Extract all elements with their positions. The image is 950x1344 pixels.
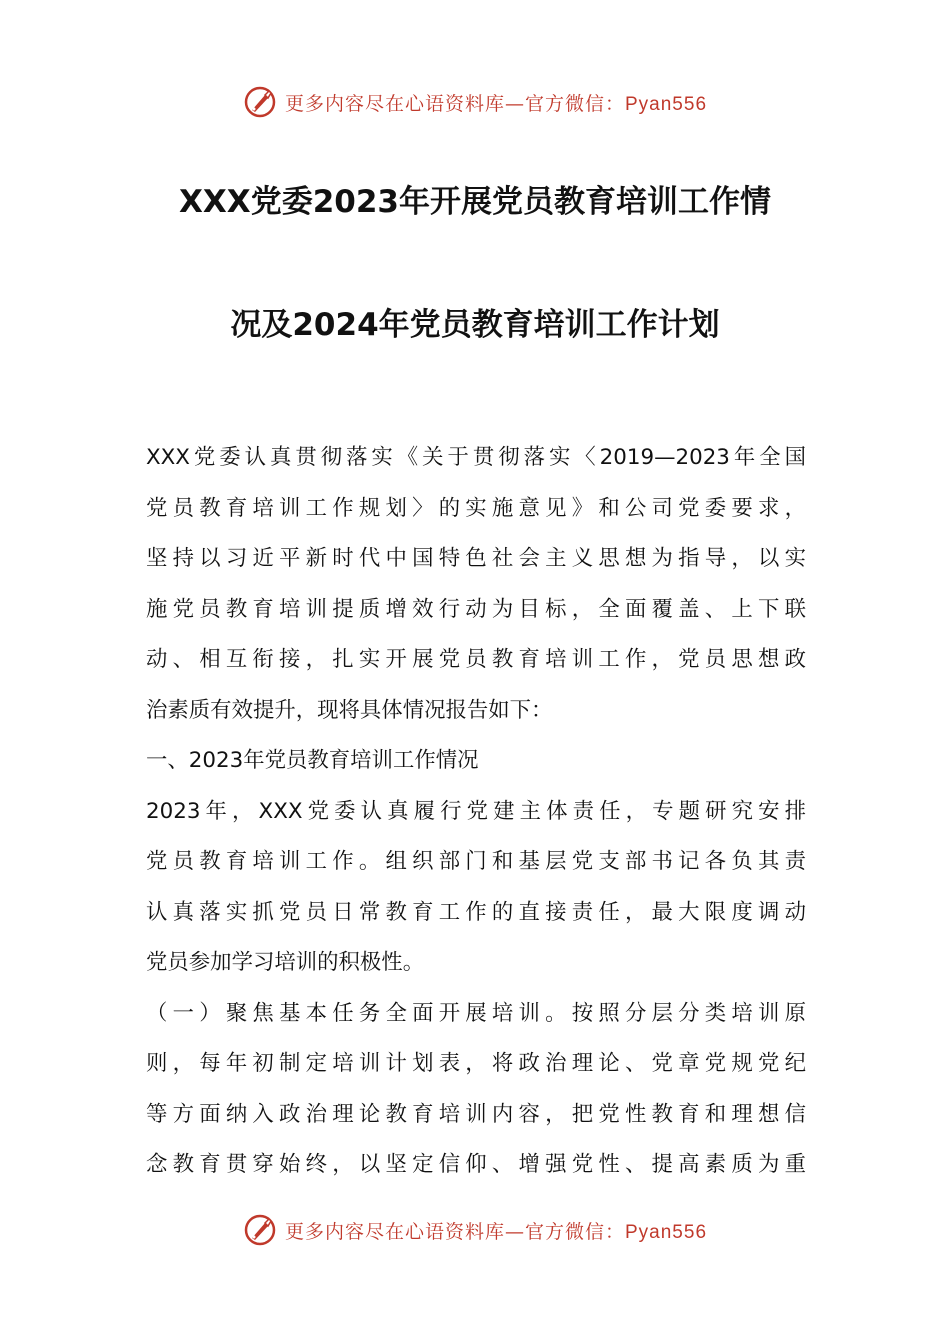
body-line: 党员参加学习培训的积极性。	[146, 950, 425, 975]
banner-text	[285, 89, 707, 116]
banner-separator: —	[504, 92, 525, 115]
pen-nib-icon	[243, 85, 277, 119]
section-heading: 一、2023年党员教育培训工作情况	[146, 748, 479, 773]
body-line: 坚持以习近平新时代中国特色社会主义思想为指导，以实	[146, 546, 806, 571]
body-line: 2023年，XXX党委认真履行党建主体责任，专题研究安排	[146, 798, 806, 824]
document-body	[146, 433, 806, 1191]
body-line: 则，每年初制定培训计划表，将政治理论、党章党规党纪	[146, 1051, 806, 1076]
pen-nib-icon	[243, 1213, 277, 1247]
document-title-line-1: XXX党委2023年开展党员教育培训工作情	[179, 184, 771, 220]
body-line: 施党员教育培训提质增效行动为目标，全面覆盖、上下联	[146, 596, 806, 622]
body-line: XXX党委认真贯彻落实《关于贯彻落实〈2019—2023年全国	[146, 445, 806, 470]
banner-wechat-handle: Pyan556	[625, 93, 708, 115]
body-line: 治素质有效提升，现将具体情况报告如下：	[146, 697, 553, 723]
banner-text	[285, 1217, 707, 1244]
banner-wechat-handle: Pyan556	[625, 1221, 708, 1243]
body-line: 党员教育培训工作。组织部门和基层党支部书记各负其责	[146, 849, 806, 874]
document-title-line-2: 况及2024年党员教育培训工作计划	[230, 307, 720, 343]
body-line: 认真落实抓党员日常教育工作的直接责任，最大限度调动	[146, 899, 806, 925]
banner-official-label: 官方微信：	[524, 92, 625, 115]
banner-slogan: 更多内容尽在心语资料库	[284, 92, 505, 115]
body-line: 党员教育培训工作规划〉的实施意见》和公司党委要求，	[146, 495, 806, 521]
banner-slogan: 更多内容尽在心语资料库	[284, 1220, 505, 1243]
footer-banner	[0, 1210, 950, 1250]
body-line: 念教育贯穿始终，以坚定信仰、增强党性、提高素质为重	[146, 1152, 806, 1177]
body-line: 动、相互衔接，扎实开展党员教育培训工作，党员思想政	[146, 647, 806, 672]
body-line: 等方面纳入政治理论教育培训内容，把党性教育和理想信	[146, 1101, 806, 1127]
banner-separator: —	[504, 1220, 525, 1243]
body-line: （一）聚焦基本任务全面开展培训。按照分层分类培训原	[146, 1000, 806, 1026]
banner-official-label: 官方微信：	[524, 1220, 625, 1243]
header-banner	[0, 82, 950, 122]
